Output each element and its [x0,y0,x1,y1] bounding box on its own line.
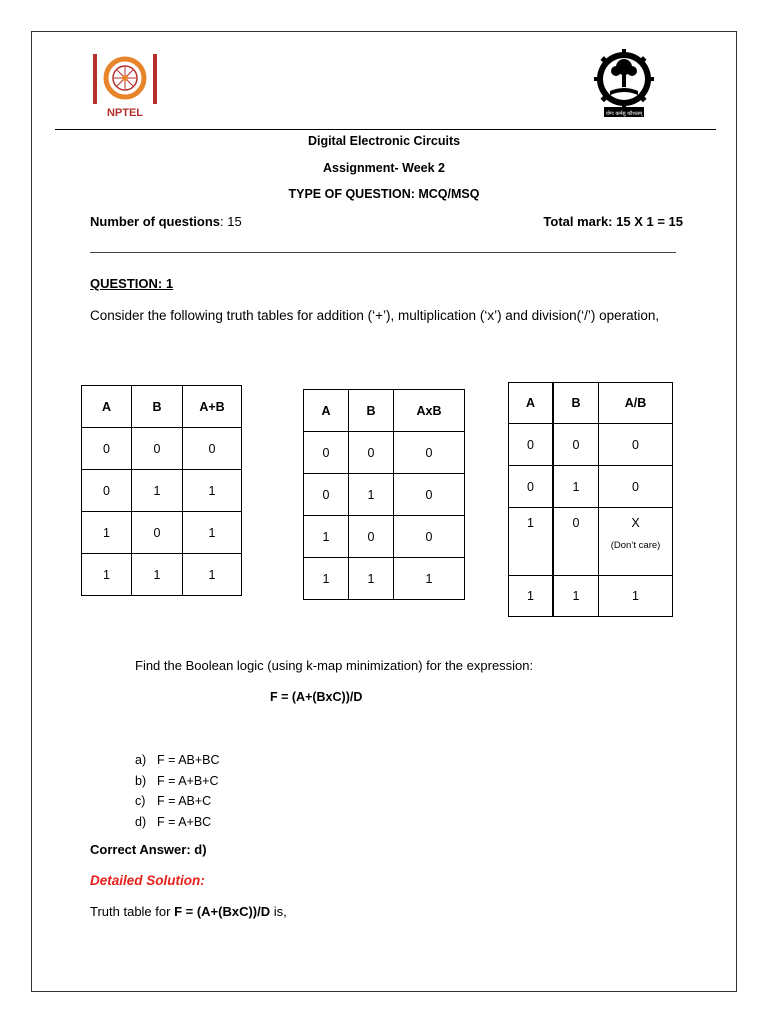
truth-prefix: Truth table for [90,904,175,919]
table-cell: 0 [509,424,554,466]
table-cell: 1 [183,512,242,554]
table-cell: 0 [599,424,673,466]
division-truth-table [508,382,673,617]
table-cell: 0 [553,508,599,576]
table-header: A+B [183,386,242,428]
table-cell: 0 [599,466,673,508]
total-mark: Total mark: 15 X 1 = 15 [543,214,683,229]
table-cell: 0 [183,428,242,470]
table-cell: 0 [349,432,394,474]
table-cell: 0 [132,512,183,554]
table-cell: 1 [349,474,394,516]
table-cell: 1 [304,516,349,558]
table-cell: 0 [394,516,465,558]
table-cell: 1 [132,554,183,596]
option-letter: c) [135,794,146,808]
expression: F = (A+(BxC))/D [270,690,363,704]
table-cell: 1 [132,470,183,512]
table-cell: 1 [349,558,394,600]
nptel-logo-text: NPTEL [106,107,144,119]
table-header: A [509,383,554,424]
table-cell: 1 [509,576,554,617]
emblem-motto: योगः कर्मसु कौशलम् [605,111,643,117]
table-header: B [553,383,599,424]
table-cell: 1 [553,466,599,508]
table-header: B [132,386,183,428]
table-header: B [349,390,394,432]
table-cell: 0 [82,470,132,512]
assignment-title: Assignment- Week 2 [322,161,446,175]
table-cell: 0 [304,432,349,474]
table-cell: 0 [509,466,554,508]
table-cell: 0 [553,424,599,466]
option-a[interactable] [135,750,220,771]
num-questions-value: : 15 [220,214,242,229]
solution-heading: Detailed Solution: [90,873,205,888]
table-cell: 0 [132,428,183,470]
table-cell: 1 [599,576,673,617]
table-cell: 1 [553,576,599,617]
dont-care-note: (Don’t care) [610,540,661,551]
number-of-questions [90,214,242,229]
addition-truth-table [81,385,242,596]
table-cell: 0 [394,474,465,516]
option-letter: a) [135,753,147,767]
question-text: Consider the following truth tables for addition (‘+’), multiplication (‘x’) and division(‘/’) operation, [90,308,660,323]
question-type: TYPE OF QUESTION: MCQ/MSQ [288,187,480,201]
table-header: A [304,390,349,432]
table-cell: 1 [82,512,132,554]
correct-answer: Correct Answer: d) [90,842,207,857]
table-cell: 1 [183,470,242,512]
truth-suffix: is, [270,904,287,919]
options-list [135,750,220,832]
nptel-logo [92,52,158,120]
table-cell [599,508,673,576]
option-d[interactable] [135,812,220,833]
table-cell: 0 [349,516,394,558]
num-questions-label: Number of questions [90,214,221,229]
option-text: F = A+B+C [157,773,219,788]
option-text: F = AB+BC [157,753,220,767]
table-cell: 0 [304,474,349,516]
table-header: A [82,386,132,428]
table-cell: 1 [183,554,242,596]
multiplication-truth-table [303,389,465,600]
truth-expression: F = (A+(BxC))/D [174,904,271,919]
option-text: F = A+BC [157,814,212,829]
table-header: A/B [599,383,673,424]
table-cell: 1 [82,554,132,596]
question-heading: QUESTION: 1 [90,276,174,291]
option-c[interactable] [135,791,220,812]
option-text: F = AB+C [157,794,212,808]
option-b[interactable] [135,771,220,792]
table-cell: 1 [509,508,554,576]
option-letter: d) [135,814,147,829]
institute-emblem-icon [590,47,658,121]
table-cell: 1 [394,558,465,600]
option-letter: b) [135,773,147,788]
separator-line [90,252,676,253]
table-cell: 0 [82,428,132,470]
truth-table-intro [90,904,287,919]
dont-care-value: X [631,516,640,530]
table-header: AxB [394,390,465,432]
course-title: Digital Electronic Circuits [307,134,461,148]
find-instruction: Find the Boolean logic (using k-map minimization) for the expression: [135,658,534,673]
table-cell: 1 [304,558,349,600]
table-cell: 0 [394,432,465,474]
header-rule [55,129,716,130]
